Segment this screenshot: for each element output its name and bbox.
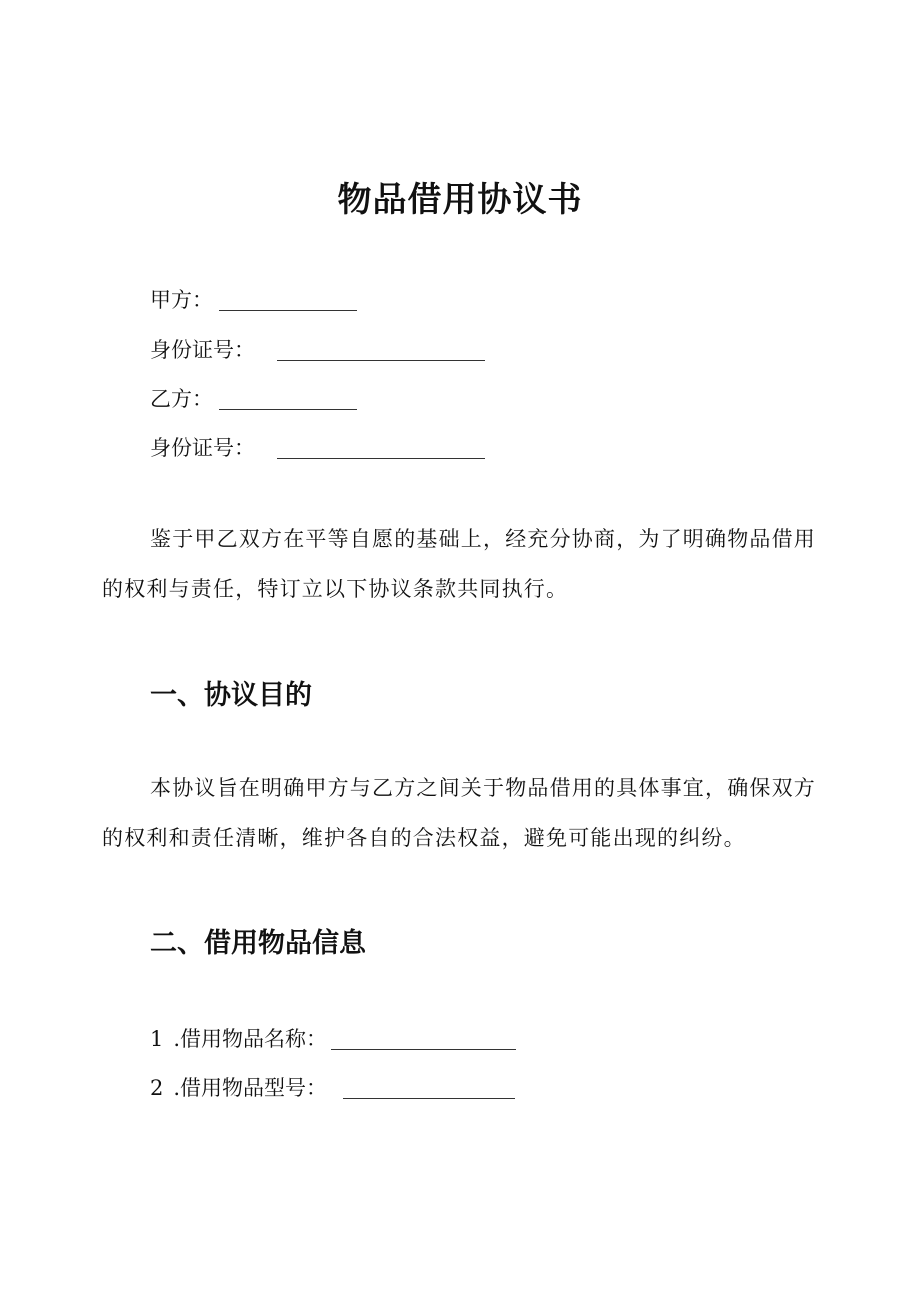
party-a-id-field <box>150 334 485 366</box>
party-b-blank-line <box>219 409 357 410</box>
party-a-id-blank-line <box>277 360 485 361</box>
section-2-heading: 二、借用物品信息 <box>150 928 366 959</box>
item-name-number: 1 <box>150 1027 164 1051</box>
party-b-label: 乙方： <box>150 387 213 411</box>
document-title: 物品借用协议书 <box>337 180 583 220</box>
party-b-id-blank-line <box>277 458 485 459</box>
section-1-body: 本协议旨在明确甲方与乙方之间关于物品借用的具体事宜，确保双方的权利和责任清晰，维护各自的合法权益，避免可能出现的纠纷。 <box>102 776 816 850</box>
item-model-number: 2 <box>150 1076 164 1100</box>
party-b-field <box>150 383 357 415</box>
party-a-id-label: 身份证号： <box>150 338 255 362</box>
item-name-blank-line <box>331 1049 516 1050</box>
party-a-label: 甲方： <box>150 288 213 312</box>
party-a-blank-line <box>219 310 357 311</box>
party-b-id-field <box>150 432 485 464</box>
section-1-heading: 一、协议目的 <box>150 680 312 711</box>
party-a-field <box>150 284 357 316</box>
intro-paragraph: 鉴于甲乙双方在平等自愿的基础上，经充分协商，为了明确物品借用的权利与责任，特订立以下协议条款共同执行。 <box>102 527 816 601</box>
party-b-id-label: 身份证号： <box>150 436 255 460</box>
item-name-field <box>150 1023 516 1055</box>
item-model-blank-line <box>343 1098 515 1099</box>
item-model-label: .借用物品型号： <box>173 1076 328 1100</box>
item-name-label: .借用物品名称： <box>173 1027 328 1051</box>
item-model-field <box>150 1072 515 1104</box>
